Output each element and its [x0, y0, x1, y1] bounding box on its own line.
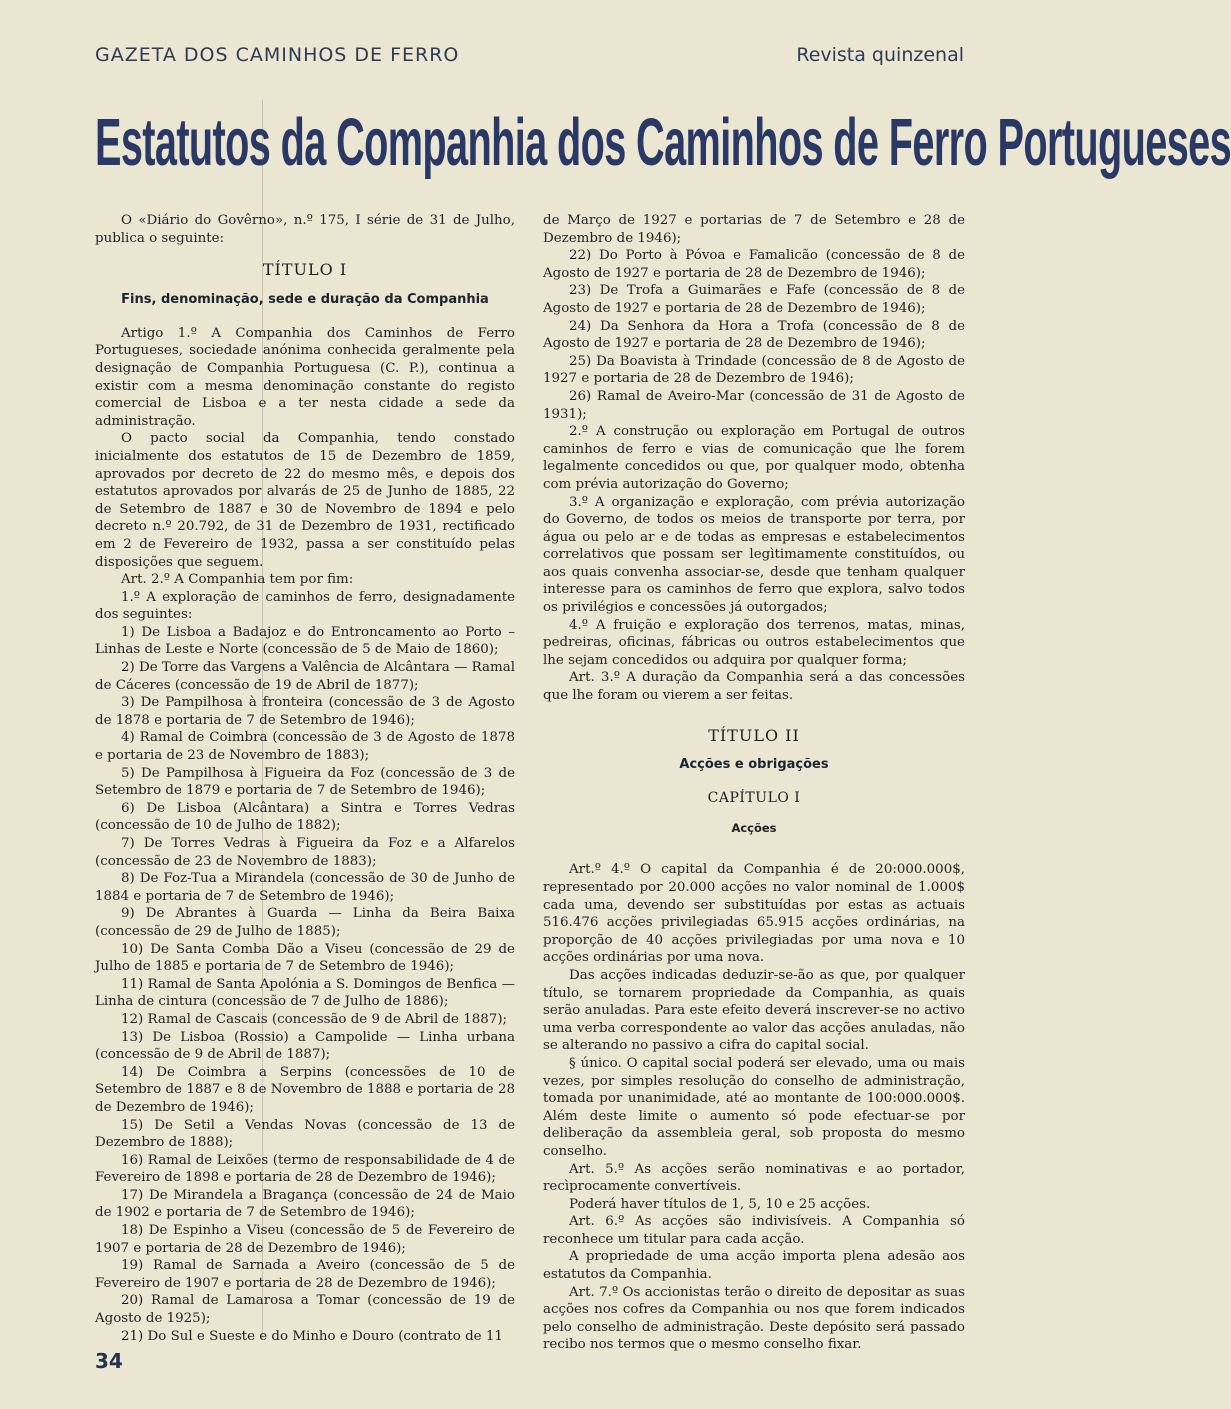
- list-item: 26) Ramal de Aveiro-Mar (concessão de 31 de Agosto de 1931);: [543, 388, 965, 422]
- intro-paragraph: O «Diário do Govêrno», n.º 175, I série de 31 de Julho, publica o seguinte:: [95, 213, 515, 246]
- list-item: 5) De Pampilhosa à Figueira da Foz (concessão de 3 de Setembro de 1879 e portaria de 7 de Setembro de 1946);: [95, 765, 515, 799]
- paragraph: A propriedade de uma acção importa plena adesão aos estatutos da Companhia.: [543, 1249, 965, 1283]
- list-item: 11) Ramal de Santa Apolónia a S. Domingos de Benfica — Linha de cintura (concessão de 7 de Julho de 1886);: [95, 976, 515, 1010]
- list-item: 6) De Lisboa (Alcântara) a Sintra e Torres Vedras (concessão de 10 de Julho de 1882);: [95, 800, 515, 834]
- section-title: TÍTULO I: [262, 260, 348, 280]
- list-item: 9) De Abrantes à Guarda — Linha da Beira Baixa (concessão de 29 de Julho de 1885);: [95, 906, 515, 939]
- right-column: [543, 212, 965, 1354]
- list-item: 23) De Trofa a Guimarães e Fafe (concessão de 8 de Agosto de 1927 e portaria de 28 de Dezembro de 1946);: [543, 283, 965, 316]
- section-title: TÍTULO II: [708, 725, 800, 745]
- list-item: 16) Ramal de Leixões (termo de responsabilidade de 4 de Fevereiro de 1898 e portaria de 28 de Dezembro de 1946);: [95, 1152, 515, 1186]
- list-item: 24) Da Senhora da Hora a Trofa (concessão de 8 de Agosto de 1927 e portaria de 28 de Dezembro de 1946);: [543, 318, 965, 352]
- paragraph: Art. 3.º A duração da Companhia será a das concessões que lhe foram ou vierem a ser feitas.: [543, 670, 965, 704]
- paragraph: Art. 2.º A Companhia tem por fim:: [121, 572, 354, 588]
- chapter-subtitle: Acções: [731, 820, 777, 835]
- paragraph: Das acções indicadas deduzir-se-ão as que, por qualquer título, se tornarem propriedade da Companhia, as quais serão anuladas. Para este efeito deverá inscrever-se no activo uma verba correspondente ao valor das acções anuladas, não se alterando no passivo a cifra do capital social.: [543, 967, 965, 1054]
- paragraph: Art. 7.º Os accionistas terão o direito de depositar as suas acções nos cofres da Companhia ou nos que forem indicados pelo conselho de administração. Deste depósito será passado recibo nos termos que o mesmo conselho fixar.: [543, 1284, 965, 1353]
- list-item: 2) De Torre das Vargens a Valência de Alcântara — Ramal de Cáceres (concessão de 19 de Abril de 1877);: [95, 660, 515, 693]
- article-title: Estatutos da Companhia dos Caminhos de Ferro Portugueses: [95, 104, 1231, 180]
- paragraph: § único. O capital social poderá ser elevado, uma ou mais vezes, por simples resolução do conselho de administração, tomada por unanimidade, até ao montante de 100:000.000$. Além deste limite o aumento só pode efectuar-se por deliberação da assembleia geral, sob proposta do mesmo conselho.: [543, 1055, 965, 1159]
- paragraph: Art. 5.º As acções serão nominativas e ao portador, recìprocamente convertíveis.: [543, 1161, 965, 1195]
- list-item: 10) De Santa Comba Dão a Viseu (concessão de 29 de Julho de 1885 e portaria de 7 de Setembro de 1946);: [95, 941, 515, 975]
- list-item: 17) De Mirandela a Bragança (concessão de 24 de Maio de 1902 e portaria de 7 de Setembro de 1946);: [95, 1187, 515, 1221]
- paragraph: Artigo 1.º A Companhia dos Caminhos de Ferro Portugueses, sociedade anónima conhecida geralmente pela designação de Companhia Portuguesa (C. P.), continua a existir com a mesma denominação constante do registo comercial de Lisboa e a ter nesta cidade a sede da administração.: [95, 325, 515, 429]
- paragraph: Art. 6.º As acções são indivisíveis. A Companhia só reconhece um titular para cada acção.: [543, 1214, 965, 1247]
- list-item: 22) Do Porto à Póvoa e Famalicão (concessão de 8 de Agosto de 1927 e portaria de 28 de Dezembro de 1946);: [543, 248, 965, 281]
- paragraph-continued: de Março de 1927 e portarias de 7 de Setembro e 28 de Dezembro de 1946);: [543, 213, 965, 246]
- paragraph: 1.º A exploração de caminhos de ferro, designadamente dos seguintes:: [95, 589, 515, 623]
- list-item: 12) Ramal de Cascais (concessão de 9 de Abril de 1887);: [121, 1011, 508, 1027]
- list-item: 19) Ramal de Sarnada a Aveiro (concessão de 5 de Fevereiro de 1907 e portaria de 28 de Dezembro de 1946);: [95, 1258, 515, 1291]
- list-item: 7) De Torres Vedras à Figueira da Foz e a Alfarelos (concessão de 23 de Novembro de 1883);: [95, 836, 515, 869]
- masthead-subtitle: Revista quinzenal: [796, 44, 964, 66]
- paragraph: 4.º A fruição e exploração dos terrenos, matas, minas, pedreiras, oficinas, fábricas ou outros estabelecimentos que lhe sejam concedidos ou adquira por qualquer forma;: [543, 617, 965, 668]
- section-subtitle: Acções e obrigações: [679, 757, 829, 773]
- chapter-title: CAPÍTULO I: [707, 790, 801, 807]
- masthead: GAZETA DOS CAMINHOS DE FERRO: [95, 44, 460, 66]
- paragraph: 2.º A construção ou exploração em Portugal de outros caminhos de ferro e vias de comunicação que lhe forem legalmente concedidos ou que, por qualquer modo, obtenha com prévia autorização do Governo;: [543, 424, 965, 492]
- paragraph: Poderá haver títulos de 1, 5, 10 e 25 acções.: [569, 1196, 871, 1212]
- list-item: 25) Da Boavista à Trindade (concessão de 8 de Agosto de 1927 e portaria de 28 de Dezembro de 1946);: [543, 353, 965, 387]
- list-item: 21) Do Sul e Sueste e do Minho e Douro (contrato de 11: [121, 1328, 503, 1344]
- list-item: 14) De Coimbra a Serpins (concessões de 10 de Setembro de 1887 e 8 de Novembro de 1888 e portaria de 28 de Dezembro de 1946);: [95, 1064, 515, 1115]
- list-item: 3) De Pampilhosa à fronteira (concessão de 3 de Agosto de 1878 e portaria de 7 de Setembro de 1946);: [95, 695, 515, 728]
- section-subtitle: Fins, denominação, sede e duração da Companhia: [121, 291, 489, 307]
- left-column: [95, 212, 515, 1345]
- list-item: 1) De Lisboa a Badajoz e do Entroncamento ao Porto – Linhas de Leste e Norte (concessão de 5 de Maio de 1860);: [95, 624, 515, 658]
- list-item: 4) Ramal de Coimbra (concessão de 3 de Agosto de 1878 e portaria de 23 de Novembro de 1883);: [95, 730, 515, 764]
- list-item: 13) De Lisboa (Rossio) a Campolide — Linha urbana (concessão de 9 de Abril de 1887);: [95, 1029, 515, 1063]
- list-item: 20) Ramal de Lamarosa a Tomar (concessão de 19 de Agosto de 1925);: [95, 1293, 515, 1327]
- paragraph: 3.º A organização e exploração, com prévia autorização do Governo, de todos os meios de transporte por terra, por água ou pelo ar e de todas as empresas e estabelecimentos correlativos que possam ser legìtimamente constituídos, ou aos quais convenha associar-se, desde que tenham qualquer interesse para os caminhos de ferro que explora, salvo todos os privilégios e concessões já outorgados;: [543, 494, 965, 616]
- paragraph: Art.º 4.º O capital da Companhia é de 20:000.000$, representado por 20.000 acções no valor nominal de 1.000$ cada uma, devendo ser substituídas por estas as actuais 516.476 acções privilegiadas 65.915 acções ordinárias, na proporção de 40 acções privilegiadas por uma nova e 10 acções ordinárias por uma nova.: [543, 862, 965, 966]
- list-item: 18) De Espinho a Viseu (concessão de 5 de Fevereiro de 1907 e portaria de 28 de Dezembro de 1946);: [95, 1223, 515, 1256]
- page-number: 34: [95, 1349, 123, 1373]
- paragraph: O pacto social da Companhia, tendo constado inicialmente dos estatutos de 15 de Dezembro de 1859, aprovados por decreto de 22 do mesmo mês, e depois dos estatutos aprovados por alvarás de 25 de Junho de 1885, 22 de Setembro de 1887 e 30 de Novembro de 1894 e pelo decreto n.º 20.792, de 31 de Dezembro de 1931, rectificado em 2 de Fevereiro de 1932, passa a ser constituído pelas disposições que seguem.: [95, 431, 515, 570]
- list-item: 15) De Setil a Vendas Novas (concessão de 13 de Dezembro de 1888);: [95, 1117, 515, 1151]
- list-item: 8) De Foz-Tua a Mirandela (concessão de 30 de Junho de 1884 e portaria de 7 de Setembro de 1946);: [95, 871, 515, 904]
